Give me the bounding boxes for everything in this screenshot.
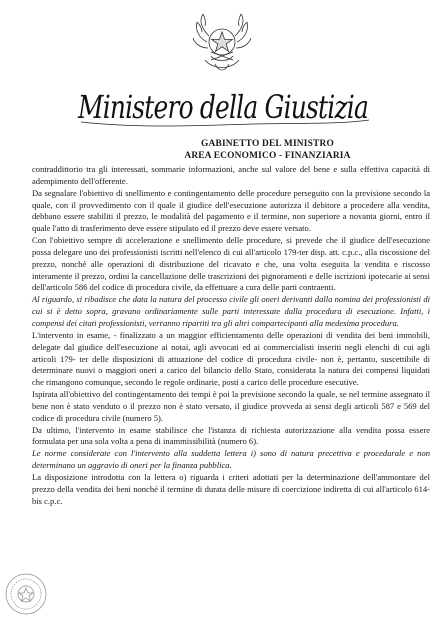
republic-emblem-icon (191, 12, 253, 76)
paragraph: contraddittorio tra gli interessati, sommarie informazioni, anche sul valore del bene e sulla effettiva capacità di adempimento dell'offerente. (32, 164, 430, 186)
svg-text:Ministero della Giustizia: Ministero della Giustizia (76, 88, 368, 126)
office-line-2: AREA ECONOMICO - FINANZIARIA (184, 151, 351, 161)
document-body (32, 164, 430, 507)
paragraph: Con l'obiettivo sempre di accelerazione e snellimento delle procedure, si prevede che il giudice dell'esecuzione possa delegare uno dei professionisti iscritti nell'elenco di cui all'articolo 179-ter disp. att. c.p.c., alla riscossione del prezzo, nonché alle operazioni di distribuzione del ricavato e che, una volta eseguita la vendita e riscosso interamente il prezzo, ordini la cancellazione delle trascrizioni dei pignoramenti e delle iscrizioni ipotecarie ai sensi dell'articolo 586 del codice di procedura civile, da effettuare a cura delle parti contraenti. (32, 235, 430, 293)
paragraph: La disposizione introdotta con la lettera o) riguarda i criteri adottati per la determinazione dell'ammontare del prezzo della vendita dei beni nonché il termine di durata delle misure di coercizione indiretta di cui all'articolo 614-bis c.p.c. (32, 471, 430, 506)
paragraph-italic: Le norme considerate con l'intervento alla suddetta lettera i) sono di natura precettiva e procedurale e non determinano un aggravio di oneri per la finanza pubblica. (32, 448, 430, 471)
official-seal-stamp-icon (4, 572, 48, 616)
paragraph: Da segnalare l'obiettivo di snellimento e contingentamento delle procedure perseguito con la previsione secondo la quale, con il provvedimento con il quale il giudice dell'esecuzione autorizza il debitore a procedere alla vendita, debbano essere stabiliti il prezzo, le modalità del pagamento e il termine, non superiore a novanta giorni, entro il quale l'atto di trasferimento deve essere stipulato ed il prezzo deve essere versato. (32, 187, 430, 234)
paragraph-italic: Al riguardo, si ribadisce che data la natura del processo civile gli oneri derivanti dalla nomina dei professionisti di cui si è detto sopra, gravano ordinariamente sulle parti interessate dalla procedura di esecuzione. Infatti, i compensi dei citati professionisti, verranno ripartiti tra gli altri compartecipanti alla medesima procedura. (32, 294, 430, 328)
paragraph: Da ultimo, l'intervento in esame stabilisce che l'istanza di richiesta autorizzazione alla vendita possa essere formulata per una sola volta a pena di inammissibilità (numero 6). (32, 424, 430, 447)
ministry-logotype (0, 78, 445, 130)
office-heading (90, 138, 445, 162)
paragraph: L'intervento in esame, - finalizzato a un maggior efficientamento delle operazioni di vendita dei beni immobili, delegate dal giudice dell'esecuzione ai notai, agli avvocati ed ai commercialisti inseriti negli elenchi di cui agli articoli 179- ter delle disposizioni di attuazione del codice di procedura civile- non è, pertanto, suscettibile di determinare nuovi o maggiori oneri a carico del bilancio dello Stato, considerata la natura dei compensi liquidati che rimangono comunque, secondo le regole ordinarie, posti a carico delle procedure esecutive. (32, 329, 430, 388)
office-line-1: GABINETTO DEL MINISTRO (201, 139, 334, 149)
paragraph: Ispirata all'obiettivo del contingentamento dei tempi è poi la previsione secondo la quale, se nel termine assegnato il bene non è stato venduto o il prezzo non è stato versato, il giudice provveda ai sensi degli articoli 587 e 569 del codice di procedura civile (numero 5). (32, 389, 430, 423)
